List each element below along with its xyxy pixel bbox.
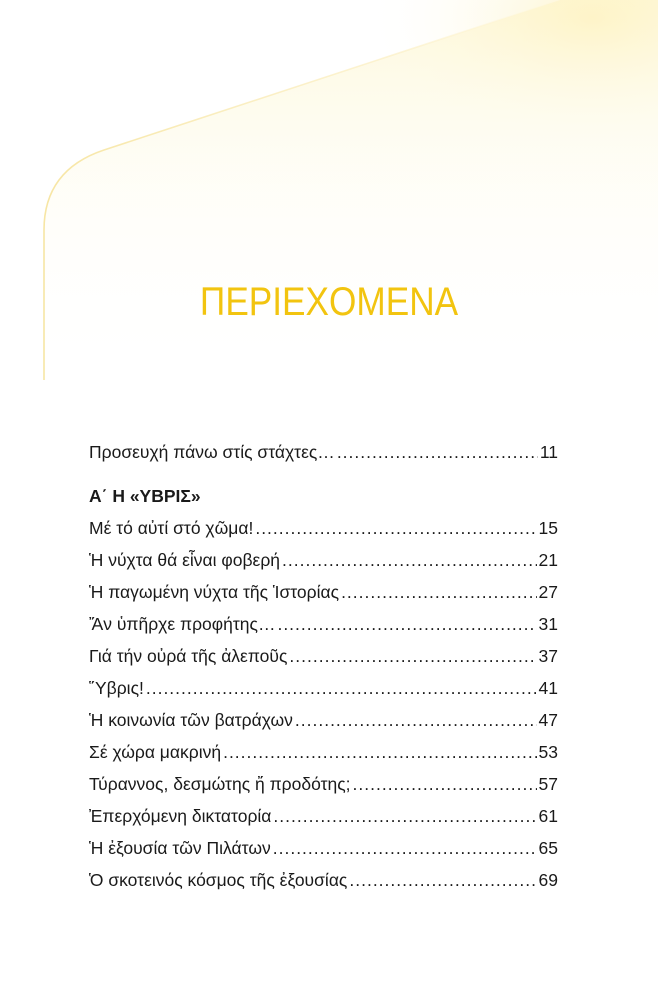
toc-entry[interactable] <box>89 768 558 800</box>
dot-leader <box>341 576 536 608</box>
dot-leader <box>289 640 536 672</box>
toc-entry-label: Προσευχή πάνω στίς στάχτες… <box>89 442 335 462</box>
toc-entry-page: 27 <box>538 582 558 602</box>
toc-entry[interactable] <box>89 544 558 576</box>
dot-leader <box>223 736 536 768</box>
toc-entry-label: Ἡ κοινωνία τῶν βατράχων <box>89 710 293 730</box>
toc-entry[interactable] <box>89 704 558 736</box>
dot-leader <box>273 800 536 832</box>
dot-leader <box>146 672 537 704</box>
toc-entry-label: Σέ χώρα μακρινή <box>89 742 222 762</box>
toc-entry[interactable] <box>89 800 558 832</box>
toc-entry-page: 41 <box>538 678 558 698</box>
toc-entry[interactable] <box>89 672 558 704</box>
toc-entry-label: Γιά τήν οὐρά τῆς ἀλεποῦς <box>89 646 288 666</box>
toc-entry[interactable] <box>89 608 558 640</box>
dot-leader <box>349 864 536 896</box>
toc-entry-page: 15 <box>538 518 558 538</box>
toc-entry-page: 11 <box>539 442 558 462</box>
toc-entry[interactable] <box>89 512 558 544</box>
toc-entry[interactable] <box>89 864 558 896</box>
toc-entry-label: Τύραννος, δεσμώτης ἤ προδότης; <box>89 774 351 794</box>
toc-entry-intro[interactable] <box>89 436 558 468</box>
toc-entry-label: Ὕβρις! <box>89 678 144 698</box>
toc-entry-page: 53 <box>538 742 558 762</box>
toc-entry[interactable] <box>89 640 558 672</box>
dot-leader <box>255 512 536 544</box>
toc-entry-page: 57 <box>538 774 558 794</box>
dot-leader <box>353 768 537 800</box>
section-heading: Α΄ Η «ΥΒΡΙΣ» <box>89 486 201 506</box>
toc-entry-page: 37 <box>538 646 558 666</box>
toc-entry-page: 21 <box>538 550 558 570</box>
toc-entry-label: Ἐπερχόμενη δικτατορία <box>89 806 272 826</box>
toc-entry[interactable] <box>89 736 558 768</box>
toc-entry-label: Μέ τό αὐτί στό χῶμα! <box>89 518 254 538</box>
toc-entry-page: 31 <box>538 614 558 634</box>
toc-entry[interactable] <box>89 576 558 608</box>
dot-leader <box>295 704 537 736</box>
toc-entry-label: Ἡ νύχτα θά εἶναι φοβερή <box>89 550 281 570</box>
toc-entry-label: Ἄν ὑπῆρχε προφήτης… <box>89 614 276 634</box>
toc-entry-label: Ὁ σκοτεινός κόσμος τῆς ἐξουσίας <box>89 870 348 890</box>
toc-entry-label: Ἡ παγωμένη νύχτα τῆς Ἱστορίας <box>89 582 340 602</box>
toc-entry-page: 69 <box>538 870 558 890</box>
toc-entry-page: 47 <box>538 710 558 730</box>
page-title: ΠΕΡΙΕΧΟΜΕΝΑ <box>199 280 459 324</box>
toc-entry-page: 65 <box>538 838 558 858</box>
toc-entry-label: Ἡ ἐξουσία τῶν Πιλάτων <box>89 838 271 858</box>
dot-leader <box>277 608 536 640</box>
dot-leader <box>282 544 537 576</box>
dot-leader <box>337 436 538 468</box>
dot-leader <box>273 832 537 864</box>
toc-entry[interactable] <box>89 832 558 864</box>
table-of-contents <box>89 436 558 896</box>
toc-entry-page: 61 <box>538 806 558 826</box>
